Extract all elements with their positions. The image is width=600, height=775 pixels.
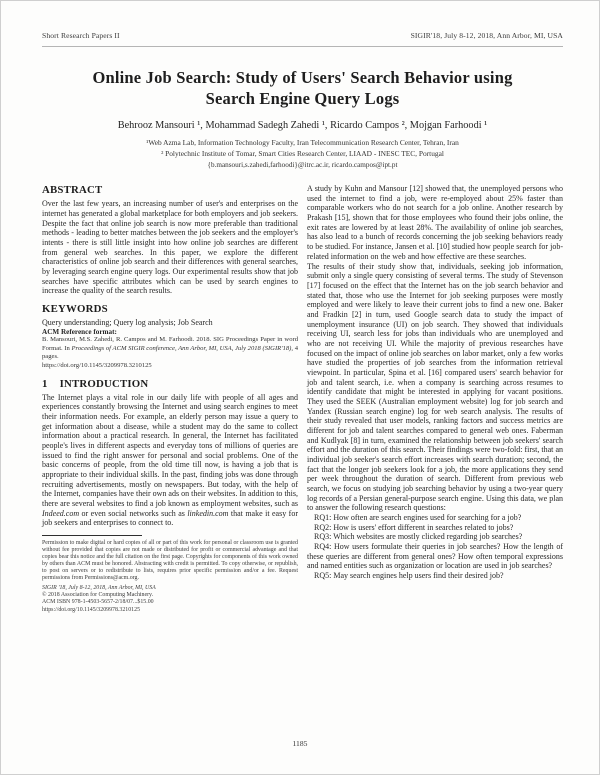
intro-post: that make it easy for job seekers and enterprises to connect to.	[42, 508, 298, 528]
keywords-heading: KEYWORDS	[42, 302, 108, 315]
affiliation-2: ² Polytechnic Institute of Tomar, Smart Cities Research Center, LIAAD - INESC TEC, Portugal	[161, 148, 444, 158]
section-label: INTRODUCTION	[59, 377, 149, 390]
intro-pre: The Internet plays a vital role in our daily life with people of all ages and experiences constantly browsing the Internet and using search engines to meet their information needs. For example, an elderly person may issue a query to get information about a disease, while a student may do the same to collect information about a practical research. In general, the Internet has facilitated people's lives in different aspects and everyday tons of millions of queries are issued to find the right answer for personal and social problems. One of the basic concerns of people, from the old time till now, is having a job that is appropriate to their individual skills. In the past, finding jobs was done through recruiting advertisements, mostly on newspapers. But today, with the help of the Internet, companies have their own ads on their websites. In addition to this, there are several websites to find a job known as employment websites, such as	[42, 392, 298, 509]
acm-ref-doi: https://doi.org/10.1145/3209978.3210125	[42, 362, 152, 370]
affiliations-block	[42, 138, 563, 170]
affiliation-1: ¹Web Azma Lab, Information Technology Faculty, Iran Telecommunication Research Center, Tehran, Iran	[146, 138, 459, 148]
footnote-isbn: ACM ISBN 978-1-4503-5657-2/18/07...$15.00	[42, 599, 154, 606]
intro-linkedin: linkedin.com	[187, 508, 229, 518]
section-number: 1	[42, 377, 48, 390]
intro-indeed: Indeed.com	[42, 508, 80, 518]
right-column	[307, 184, 563, 614]
footnote-conference: SIGIR '18, July 8-12, 2018, Ann Arbor, MI, USA	[42, 584, 156, 591]
left-column	[42, 184, 298, 614]
running-header	[42, 31, 563, 40]
research-question-5: RQ5: May search engines help users find their desired job?	[314, 571, 504, 580]
research-question-1: RQ1: How often are search engines used for searching for a job?	[314, 512, 522, 522]
acm-ref-post: 4 pages.	[42, 344, 298, 361]
paper-title-line2: Search Engine Query Logs	[205, 89, 400, 109]
introduction-paragraph	[42, 393, 298, 528]
authors-line: Behrooz Mansouri ¹, Mohammad Sadegh Zahedi ¹, Ricardo Campos ², Mojgan Farhoodi ¹	[117, 120, 488, 132]
research-question-4: RQ4: How users formulate their queries in job searches? How the length of these queries are different from general ones? How often temporal expressions and named entities such as organization or location are used in job searches?	[307, 541, 563, 571]
acm-reference-heading: ACM Reference format:	[42, 327, 117, 336]
intro-mid: or even social networks such as	[79, 508, 188, 518]
footnote-doi: https://doi.org/10.1145/3209978.3210125	[42, 606, 141, 613]
page-number: 1185	[292, 739, 308, 748]
copyright-block	[42, 585, 298, 615]
permission-footnote: Permission to make digital or hard copies of all or part of this work for personal or classroom use is granted without fee provided that copies are not made or distributed for profit or commercial advantage and that copies bear this notice and the full citation on the first page. Copyrights for components of this work owned by others than ACM must be honored. Abstracting with credit is permitted. To copy otherwise, or republish, to post on servers or to redistribute to lists, requires prior specific permission and/or a fee. Request permissions from Permissions@acm.org.	[42, 540, 298, 582]
abstract-heading: ABSTRACT	[42, 184, 103, 197]
footnote-copyright: © 2018 Association for Computing Machinery.	[42, 591, 154, 598]
two-column-body	[42, 184, 563, 614]
research-question-2: RQ2: How is users' effort different in searches related to jobs?	[314, 522, 514, 532]
acm-ref-pre: B. Mansouri, M.S. Zahedi, R. Campos and M. Farhoodi. 2018. SIG Proceedings Paper in word Format. In	[42, 336, 298, 352]
running-header-left: Short Research Papers II	[42, 31, 120, 40]
paper-title-line1: Online Job Search: Study of Users' Search Behavior using	[92, 68, 513, 87]
research-question-3: RQ3: Which websites are mostly clicked regarding job searches?	[314, 532, 523, 542]
author-emails: {b.mansouri,s.zahedi,farhoodi}@itrc.ac.ir, ricardo.campos@ipt.pt	[207, 160, 398, 169]
introduction-heading	[42, 378, 298, 391]
header-rule	[42, 46, 563, 47]
running-header-right: SIGIR'18, July 8-12, 2018, Ann Arbor, MI, USA	[410, 31, 563, 40]
footnote-rule	[42, 535, 142, 536]
keywords-text: Query understanding; Query log analysis; Job Search	[42, 317, 213, 327]
abstract-paragraph: Over the last few years, an increasing number of user's and enterprises on the internet has generated a global marketplace for both employers and job seekers. Despite the fact that online job search is now more preferable than traditional methods - leading to better matches between the job seekers and the employer's intents - there is still little insight into how online job searches are different from general web searches. In this paper, we explore the different characteristics of online job search and their differences with general searches, by leveraging search engine query logs. Our experimental results show that job searches have specific attributes which can be used by search engines to increase the quality of the search results.	[42, 199, 298, 296]
related-work-paragraph-2: The results of their study show that, individuals, seeking job information, submit only a single query consisting of several terms. The study of Stevenson [17] focused on the effect that the Internet has on the job search behavior and stated that, those who use the Internet for job seeking purposes were mostly employed and were likely to leave their current jobs to find a new one. Baker and Fradkin [2] in turn, used Google search data to study the impact of unemployment insurance (UI) on job search. They showed that individuals receiving UI, search less for jobs than individuals who are unemployed and who are not receiving UI. While the majority of previous researches have focused on the impact of online job searches on labor market, only a few works have studied the properties of job searches from the information retrieval viewpoint. In particular, Spina et al. [16] compared users' search behavior for job and talent search, i.e. when a company is searching across resumes to identify candidate that might be interested in applying for vacant positions. They used the SEEK (Australian employment website) log for job search and Yandex (Russian search engine) log for web search analysis. The results of their study revealed that user models, ranking factors and success metrics are different for job and talent searches compared to general web ones. Faberman and Kudlyak [8] in turn, examined the relationship between job seekers' search effort and the duration of this search. Their findings were two-fold: first, that an individual job seeker's search effort increases with search duration; second, the fact that the longer job seekers look for a job, the more applications they send per week throughout the duration of search. Different from previous web search, we focus on studying job searching behavior by using a two-year query log records of a Persian general-purpose search engine. Using this data, we plan to answer the following research questions:	[307, 261, 563, 513]
related-work-paragraph-1: A study by Kuhn and Mansour [12] showed that, the unemployed persons who used the internet to find a job, were re-employed about 25% faster than comparable workers who do not search for a job online. Another research by Prakash [15], shown that for those employees who found their jobs online, the exit rates are lowered by at least 28%. The availability of online job searches, has also lead to a bunch of records concerning the job seeking behaviors ready to be studied. For instance, Jansen et al. [10] studied how people search for job-related information on the web and how effective are these searches.	[307, 184, 563, 261]
acm-ref-venue: Proceedings of ACM SIGIR conference, Ann Arbor, MI, USA, July 2018 (SIGIR'18),	[71, 344, 294, 352]
paper-title	[42, 67, 563, 109]
acm-reference-text	[42, 336, 298, 370]
